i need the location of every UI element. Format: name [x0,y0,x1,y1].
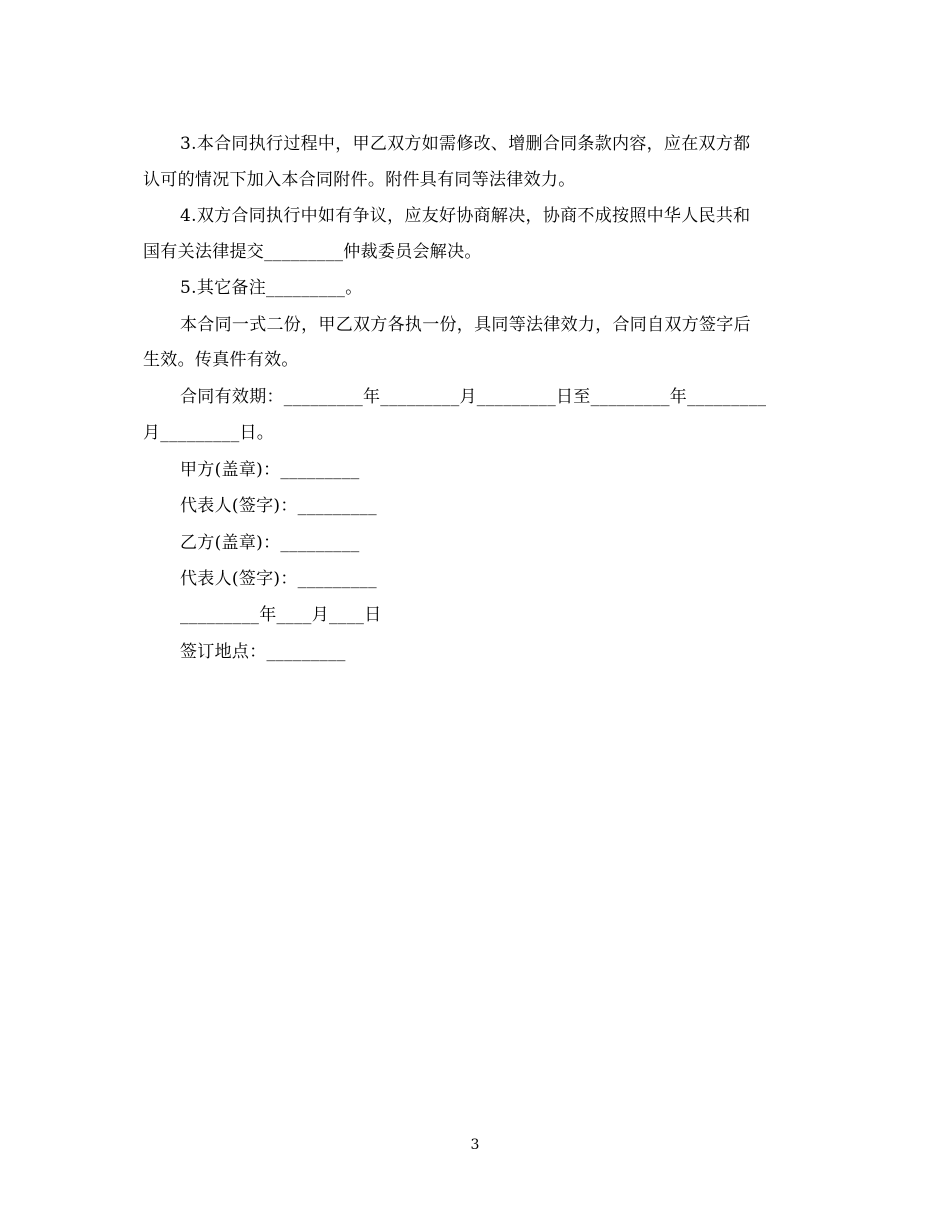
party-a-seal-line: 甲方(盖章)：_________ [180,460,360,480]
clause-4-line-1: 4.双方合同执行中如有争议，应友好协商解决，协商不成按照中华人民共和 [180,206,751,226]
signing-place-line: 签订地点：_________ [180,642,346,662]
validity-period-line-2: 月_________日。 [143,423,275,443]
clause-5-line: 5.其它备注_________。 [180,278,363,298]
clause-3-line-1: 3.本合同执行过程中，甲乙双方如需修改、增删合同条款内容，应在双方都 [180,134,751,154]
clause-4-line-2: 国有关法律提交_________仲裁委员会解决。 [143,242,482,262]
signing-date-line: _________年____月____日 [180,605,382,625]
party-b-representative-line: 代表人(签字)：_________ [180,569,377,589]
party-a-representative-line: 代表人(签字)：_________ [180,496,377,516]
copies-line-1: 本合同一式二份，甲乙双方各执一份，具同等法律效力，合同自双方签字后 [180,315,751,335]
copies-line-2: 生效。传真件有效。 [143,350,299,370]
validity-period-line-1: 合同有效期：_________年_________月_________日至_________年_________ [180,387,767,407]
clause-3-line-2: 认可的情况下加入本合同附件。附件具有同等法律效力。 [143,170,576,190]
page-number: 3 [470,1137,480,1153]
party-b-seal-line: 乙方(盖章)：_________ [180,533,360,553]
